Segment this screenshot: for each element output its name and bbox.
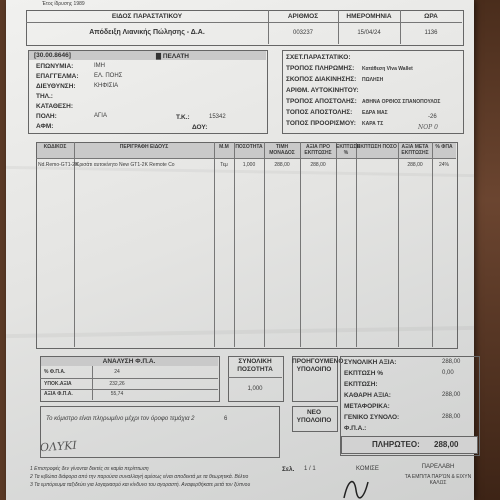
table-column-divider	[336, 142, 337, 347]
table-column-divider	[214, 142, 215, 347]
table-column-header: ΕΚΠΤΩΣΗ ΠΟΣΟ	[357, 144, 397, 150]
company-founded-line: Έτος ίδρυσης 1989	[42, 1, 85, 7]
table-cell-price: 288,00	[274, 162, 290, 168]
table-column-divider	[398, 142, 399, 347]
table-cell-qty: 1,000	[242, 162, 256, 168]
customer-field-label: ΠΟΛΗ:	[36, 113, 57, 120]
number-label: ΑΡΙΘΜΟΣ	[287, 13, 319, 20]
table-column-header: ΑΞΙΑ ΠΡΟ ΕΚΠΤΩΣΗΣ	[304, 144, 332, 156]
customer-field-value: ΕΛ. ΠΟΗΣ	[94, 73, 123, 79]
shipping-field-label: ΑΡΙΘΜ. ΑΥΤΟΚΙΝΗΤΟΥ:	[286, 87, 359, 94]
receiver-label: ΚΟΜΙΣΕ	[356, 466, 379, 472]
shipping-field-label: ΤΡΟΠΟΣ ΠΛΗΡΩΜΗΣ:	[286, 65, 355, 72]
vat-row-value: 232,26	[109, 381, 125, 387]
table-column-divider	[264, 142, 265, 347]
customer-code: [30.00.8646]	[34, 52, 71, 59]
customer-field-label: ΑΦΜ:	[36, 123, 54, 130]
time-value: 1136	[424, 30, 438, 36]
total-qty-value: 1,000	[247, 386, 263, 392]
vat-row-label: % Φ.Π.Α.	[44, 369, 66, 375]
date-label: ΗΜΕΡΟΜΗΝΙΑ	[346, 13, 392, 20]
receiver-subtitle: ΤΑ ΕΜΠ/ΤΑ ΠΑΡ'ΩΝ & ΕΙΧΥΝ ΚΑΛΩΣ	[404, 474, 472, 486]
shipping-field-value: ΕΔΡΑ ΜΑΣ	[362, 110, 388, 116]
vat-row-label: ΥΠΟΚ.ΑΞΙΑ	[44, 381, 72, 387]
items-table	[36, 142, 458, 349]
payable-value: 288,00	[434, 440, 459, 449]
totals-row-label: Φ.Π.Α.:	[344, 425, 367, 432]
shipping-field-value: ΠΩΛΗΣΗ	[362, 77, 384, 83]
table-column-header: ΠΟΣΟΤΗΤΑ	[235, 144, 263, 150]
totals-row-value: 288,00	[442, 414, 461, 420]
table-cell-value_before: 288,00	[310, 162, 326, 168]
shipping-field-label: ΣΧΕΤ.ΠΑΡΑΣΤΑΤΙΚΟ:	[286, 54, 351, 61]
totals-row-label: ΕΚΠΤΩΣΗ %	[344, 370, 383, 377]
page-label: Σελ.	[282, 466, 295, 473]
receiver-title: ΠΑΡΕΛΑΒΗ	[421, 464, 455, 470]
tk-label: Τ.Κ.:	[176, 114, 190, 121]
customer-title: ▇ ΠΕΛΑΤΗ	[156, 53, 189, 60]
footer-note: 2 Τα κιβώτια διάφορα από την παρούσα συναλλαγή αμέσως είναι αποδεκτά με τα θεωρητικά. Βέλτιο	[30, 474, 249, 480]
table-column-header: ΤΙΜΗ ΜΟΝΑΔΟΣ	[269, 144, 295, 156]
table-cell-vat: 24%	[438, 162, 449, 168]
vat-analysis-title: ΑΝΑΛΥΣΗ Φ.Π.Α.	[102, 358, 156, 365]
customer-field-label: ΚΑΤΑΘΕΣΗ:	[36, 103, 74, 110]
total-qty-title: ΣΥΝΟΛΙΚΗ ΠΟΣΟΤΗΤΑ	[237, 358, 273, 373]
shipping-extra-apostolis: -26	[428, 114, 437, 120]
totals-row-label: ΚΑΘΑΡΗ ΑΞΙΑ:	[344, 392, 391, 399]
tk-value: 15342	[209, 114, 226, 120]
customer-field-label: ΕΠΩΝΥΜΙΑ:	[36, 63, 74, 70]
totals-row-label: ΣΥΝΟΛΙΚΗ ΑΞΙΑ:	[344, 359, 397, 366]
table-column-divider	[356, 142, 357, 347]
totals-row-value: 288,00	[442, 359, 461, 365]
customer-field-label: ΔΙΕΥΘΥΝΣΗ:	[36, 83, 76, 90]
shipping-extra-proorismou: ΝΟΡ 0	[418, 124, 438, 131]
customer-field-value: ΙΜΗ	[94, 63, 105, 69]
table-column-header: ΕΚΠΤΩΣΗ %	[336, 144, 361, 156]
totals-row-label: ΜΕΤΑΦΟΡΙΚΑ:	[344, 403, 390, 410]
vat-row-value: 24	[114, 369, 120, 375]
doc-type-value: Απόδειξη Λιανικής Πώλησης - Δ.Α.	[89, 29, 205, 36]
table-column-header: Μ.Μ	[219, 144, 229, 150]
note-count: 6	[224, 416, 228, 422]
payable-label: ΠΛΗΡΩΤΕΟ:	[372, 440, 420, 449]
customer-field-label: ΕΠΑΓΓΕΛΜΑ:	[36, 73, 79, 80]
table-column-divider	[234, 142, 235, 347]
number-value: 003237	[292, 30, 314, 36]
table-column-header: % ΦΠΑ	[435, 144, 453, 150]
totals-row-value: 0,00	[442, 370, 454, 376]
doc-type-label: ΕΙΔΟΣ ΠΑΡΑΣΤΑΤΙΚΟΥ	[111, 13, 183, 20]
table-cell-code: Nd.Remo-GT1-2K	[38, 162, 79, 168]
table-cell-value_after: 288,00	[407, 162, 423, 168]
shipping-field-label: ΤΟΠΟΣ ΑΠΟΣΤΟΛΗΣ:	[286, 109, 353, 116]
note-text: Το κόμιστρο είναι πληρωμένο μέχρι τον όροφο τεμάχια 2	[46, 416, 195, 422]
previous-balance-title: ΠΡΟΗΓΟΥΜΕΝΟ ΥΠΟΛΟΙΠΟ	[292, 358, 344, 373]
totals-row-value: 288,00	[442, 392, 461, 398]
totals-row-label: ΕΚΠΤΩΣΗ:	[344, 381, 378, 388]
table-column-divider	[432, 142, 433, 347]
new-balance-title: ΝΕΟ ΥΠΟΛΟΙΠΟ	[296, 409, 332, 424]
vat-row-label: ΑΞΙΑ Φ.Π.Α.	[44, 391, 73, 397]
vat-row-value: 55,74	[110, 391, 124, 397]
time-label: ΩΡΑ	[424, 13, 438, 20]
customer-field-value: ΚΗΦΙΣΙΑ	[94, 83, 119, 89]
shipping-field-value: ΚΑΡΑ ΤΣ	[362, 121, 384, 127]
table-column-header: ΠΕΡΙΓΡΑΦΗ ΕΙΔΟΥΣ	[119, 144, 169, 150]
shipping-field-label: ΤΡΟΠΟΣ ΑΠΟΣΤΟΛΗΣ:	[286, 98, 357, 105]
customer-field-label: ΤΗΛ.:	[36, 93, 53, 100]
totals-row-label: ΓΕΝΙΚΟ ΣΥΝΟΛΟ:	[344, 414, 400, 421]
signature-scribble	[338, 470, 378, 500]
shipping-field-label: ΣΚΟΠΟΣ ΔΙΑΚΙΝΗΣΗΣ:	[286, 76, 357, 83]
page-value: 1 / 1	[304, 466, 316, 472]
doy-label: ΔΟΥ:	[192, 124, 208, 131]
table-column-header: ΑΞΙΑ ΜΕΤΑ ΕΚΠΤΩΣΗΣ	[401, 144, 429, 156]
table-column-divider	[74, 142, 75, 347]
table-cell-unit: Τεμ	[220, 162, 228, 168]
table-cell-description: Κρισάτι αυτοκίνητο New GT1-2K Remote Co	[76, 162, 175, 168]
shipping-field-value: Κατάθεση Viva Wallet	[362, 66, 413, 72]
receipt-paper	[6, 0, 474, 500]
table-column-header: ΚΩΔΙΚΟΣ	[43, 144, 67, 150]
table-column-divider	[300, 142, 301, 347]
shipping-field-value: ΑΘΗΝΑ ΟΡΘΙΟΣ ΣΠΑΝΟΠΟΥΛΟΣ	[362, 99, 441, 105]
date-value: 15/04/24	[357, 30, 381, 36]
customer-field-value: ΑΓΙΑ	[94, 113, 107, 119]
footer-note: 1 Επιστροφές δεν γίνονται δεκτές σε καμία περίπτωση	[30, 466, 149, 472]
shipping-field-label: ΤΟΠΟΣ ΠΡΟΟΡΙΣΜΟΥ:	[286, 120, 356, 127]
handwritten-signature-note: ΟΛΥΚΙ	[39, 438, 78, 455]
footer-note: 3 Τα εμπόρευμα ταξιδεύει για λογαριασμό και κίνδυνο του αγοραστή. Αναφερθήκατε μετά τον ξύπνου	[30, 482, 251, 488]
